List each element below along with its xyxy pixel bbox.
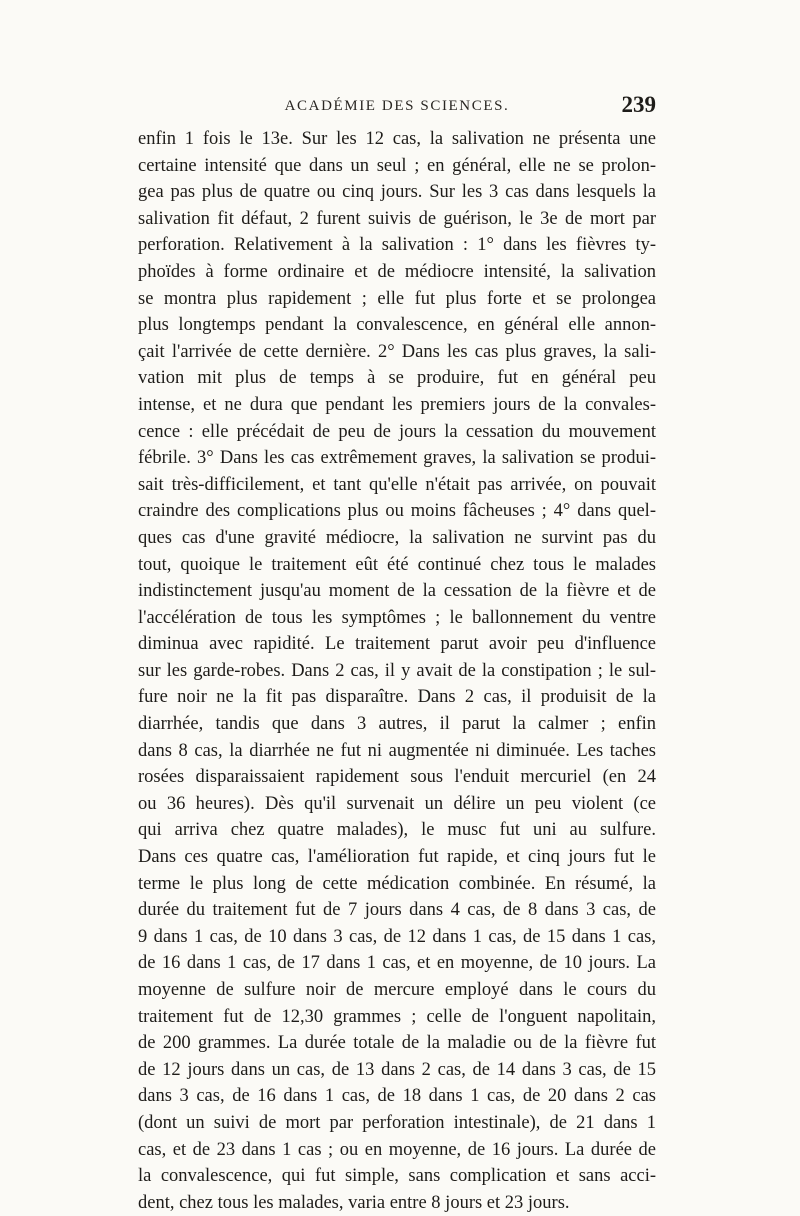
text-line: fébrile. 3° Dans les cas extrêmement graves, la salivation se produi- [138, 448, 656, 469]
running-head [138, 92, 656, 126]
text-line: l'accélération de tous les symptômes ; le ballonnement du ventre [138, 607, 656, 628]
page-number: 239 [621, 92, 656, 117]
text-line: Dans ces quatre cas, l'amélioration fut rapide, et cinq jours fut le [138, 847, 656, 868]
text-line: sur les garde-robes. Dans 2 cas, il y avait de la constipation ; le sul- [138, 660, 656, 681]
text-line: de 16 dans 1 cas, de 17 dans 1 cas, et en moyenne, de 10 jours. La [138, 953, 656, 974]
text-line: phoïdes à forme ordinaire et de médiocre intensité, la salivation [138, 261, 656, 282]
text-line: ques cas d'une gravité médiocre, la salivation ne survint pas du [138, 527, 656, 548]
text-line: qui arriva chez quatre malades), le musc fut uni au sulfure. [138, 820, 656, 841]
text-line: 9 dans 1 cas, de 10 dans 3 cas, de 12 dans 1 cas, de 15 dans 1 cas, [138, 926, 656, 947]
text-line: durée du traitement fut de 7 jours dans 4 cas, de 8 dans 3 cas, de [138, 900, 656, 921]
text-line: intense, et ne dura que pendant les premiers jours de la convales- [138, 394, 656, 415]
text-line: dans 8 cas, la diarrhée ne fut ni augmentée ni diminuée. Les taches [138, 740, 656, 761]
text-line: la convalescence, qui fut simple, sans complication et sans acci- [138, 1166, 656, 1187]
text-line: salivation fit défaut, 2 furent suivis de guérison, le 3e de mort par [138, 208, 656, 229]
body-text [138, 126, 656, 1216]
text-line: dans 3 cas, de 16 dans 1 cas, de 18 dans 1 cas, de 20 dans 2 cas [138, 1086, 656, 1107]
text-line: gea pas plus de quatre ou cinq jours. Sur les 3 cas dans lesquels la [138, 182, 656, 203]
text-line: enfin 1 fois le 13e. Sur les 12 cas, la salivation ne présenta une [138, 129, 656, 149]
text-line: de 200 grammes. La durée totale de la maladie ou de la fièvre fut [138, 1033, 656, 1054]
text-line: diarrhée, tandis que dans 3 autres, il parut la calmer ; enfin [138, 714, 656, 735]
text-line: fure noir ne la fit pas disparaître. Dans 2 cas, il produisit de la [138, 687, 656, 708]
text-line: certaine intensité que dans un seul ; en général, elle ne se prolon- [138, 155, 656, 176]
running-title: ACADÉMIE DES SCIENCES. [284, 98, 510, 114]
text-line: cence : elle précédait de peu de jours la cessation du mouvement [138, 421, 656, 442]
text-line: craindre des complications plus ou moins fâcheuses ; 4° dans quel- [138, 501, 656, 522]
text-line: cas, et de 23 dans 1 cas ; ou en moyenne, de 16 jours. La durée de [138, 1139, 656, 1160]
text-line: plus longtemps pendant la convalescence, en général elle annon- [138, 315, 656, 336]
text-line: vation mit plus de temps à se produire, fut en général peu [138, 368, 656, 389]
text-line: perforation. Relativement à la salivation : 1° dans les fièvres ty- [138, 235, 656, 256]
text-line: rosées disparaissaient rapidement sous l'enduit mercuriel (en 24 [138, 767, 656, 788]
text-line: diminua avec rapidité. Le traitement parut avoir peu d'influence [138, 634, 656, 655]
text-line: ou 36 heures). Dès qu'il survenait un délire un peu violent (ce [138, 793, 656, 814]
text-line: traitement fut de 12,30 grammes ; celle de l'onguent napolitain, [138, 1006, 656, 1027]
text-line: sait très-difficilement, et tant qu'elle n'était pas arrivée, on pouvait [138, 474, 656, 495]
text-line: çait l'arrivée de cette dernière. 2° Dans les cas plus graves, la sali- [138, 341, 656, 362]
text-line: se montra plus rapidement ; elle fut plus forte et se prolongea [138, 288, 656, 309]
text-line: dent, chez tous les malades, varia entre 8 jours et 23 jours. [138, 1192, 570, 1213]
text-line: moyenne de sulfure noir de mercure employé dans le cours du [138, 980, 656, 1000]
text-line: tout, quoique le traitement eût été continué chez tous le malades [138, 554, 656, 575]
text-line: indistinctement jusqu'au moment de la cessation de la fièvre et de [138, 581, 656, 602]
text-line: (dont un suivi de mort par perforation intestinale), de 21 dans 1 [138, 1112, 656, 1133]
text-line: de 12 jours dans un cas, de 13 dans 2 cas, de 14 dans 3 cas, de 15 [138, 1059, 656, 1080]
text-line: terme le plus long de cette médication combinée. En résumé, la [138, 873, 656, 894]
